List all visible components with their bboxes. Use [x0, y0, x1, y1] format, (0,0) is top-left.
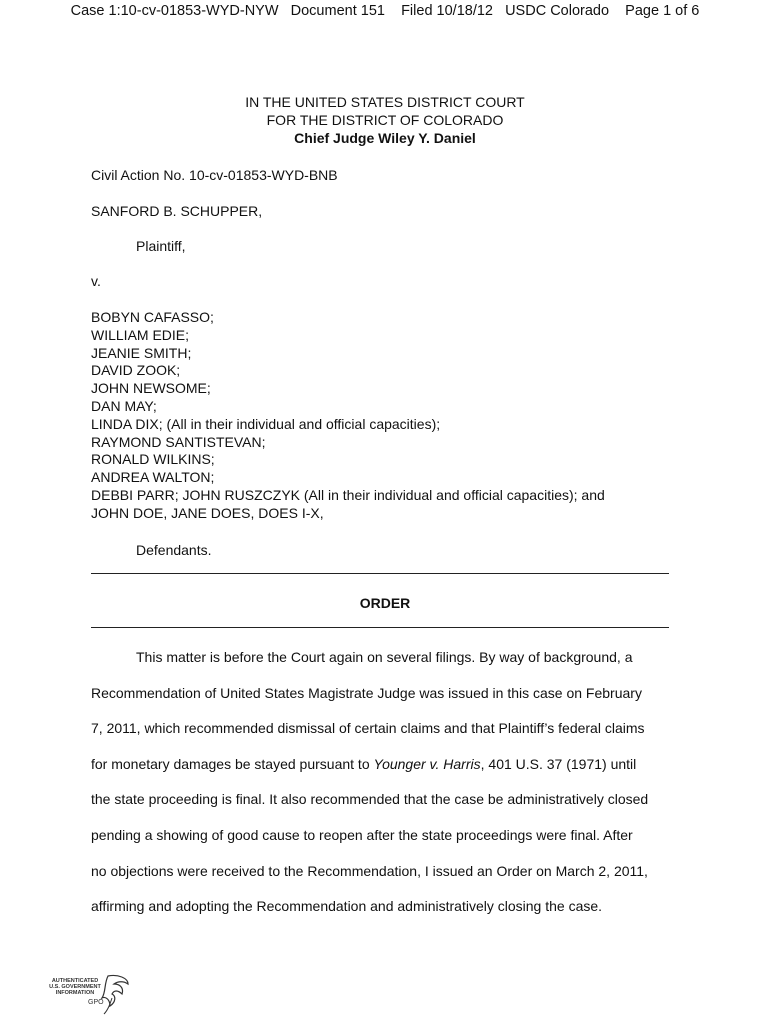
defendant-item: WILLIAM EDIE;: [91, 326, 190, 343]
seal-line: INFORMATION: [55, 990, 95, 996]
defendant-item: DAVID ZOOK;: [91, 362, 181, 379]
plaintiff-role: Plaintiff,: [136, 238, 186, 254]
defendant-item: BOBYN CAFASSO;: [91, 309, 214, 325]
judge-name: Chief Judge Wiley Y. Daniel: [294, 130, 476, 146]
seal-line: AUTHENTICATED: [51, 978, 99, 984]
defendants-list: [91, 308, 605, 522]
defendant-item: JOHN NEWSOME;: [91, 380, 211, 397]
defendant-item: LINDA DIX; (All in their individual and official capacities);: [91, 415, 441, 432]
document-number: Document 151: [290, 3, 385, 19]
defendant-item: RONALD WILKINS;: [91, 451, 215, 468]
body-text: for monetary damages be stayed pursuant to: [91, 755, 374, 772]
filed-date: Filed 10/18/12: [401, 3, 493, 19]
body-line: the state proceeding is final. It also recommended that the case be administratively closed: [91, 791, 649, 808]
case-citation: Younger v. Harris: [373, 755, 481, 772]
defendant-item: ANDREA WALTON;: [91, 469, 215, 486]
body-line: 7, 2011, which recommended dismissal of certain claims and that Plaintiff’s federal claims: [91, 720, 645, 737]
body-line: [91, 754, 681, 790]
body-line: no objections were received to the Recommendation, I issued an Order on March 2, 2011,: [91, 862, 648, 879]
body-line: pending a showing of good cause to reopen after the state proceedings were final. After: [91, 826, 633, 843]
body-text: , 401 U.S. 37 (1971) until: [480, 755, 637, 772]
filing-header: [0, 3, 770, 19]
seal-line: U.S. GOVERNMENT: [49, 984, 101, 990]
eagle-icon: [98, 972, 132, 1018]
seal-gpo: GPO: [88, 999, 104, 1006]
body-line: Recommendation of United States Magistrate Judge was issued in this case on February: [91, 684, 642, 701]
court-heading: [0, 93, 770, 147]
civil-action-number: Civil Action No. 10-cv-01853-WYD-BNB: [91, 167, 338, 183]
body-line: This matter is before the Court again on several filings. By way of background, a: [136, 649, 633, 665]
order-body: [91, 647, 681, 932]
court-line-2: FOR THE DISTRICT OF COLORADO: [266, 112, 504, 128]
caption-divider-top: [91, 573, 669, 574]
body-line: affirming and adopting the Recommendation and administratively closing the case.: [91, 898, 603, 915]
defendant-item: JEANIE SMITH;: [91, 344, 192, 361]
case-number: Case 1:10-cv-01853-WYD-NYW: [70, 3, 279, 19]
defendant-item: DAN MAY;: [91, 397, 157, 414]
page-indicator: Page 1 of 6: [625, 3, 700, 19]
court-name: USDC Colorado: [505, 3, 610, 19]
caption-divider-bottom: [91, 627, 669, 628]
defendant-item: RAYMOND SANTISTEVAN;: [91, 433, 266, 450]
versus: v.: [91, 273, 101, 289]
gpo-authentication-seal: [42, 972, 132, 1018]
defendants-role: Defendants.: [136, 542, 212, 558]
defendant-item: DEBBI PARR; JOHN RUSZCZYK (All in their individual and official capacities); and: [91, 486, 605, 503]
order-title: ORDER: [359, 595, 411, 611]
court-line-1: IN THE UNITED STATES DISTRICT COURT: [245, 94, 525, 110]
plaintiff-name: SANFORD B. SCHUPPER,: [91, 203, 263, 219]
defendant-item: JOHN DOE, JANE DOES, DOES I-X,: [91, 504, 324, 521]
